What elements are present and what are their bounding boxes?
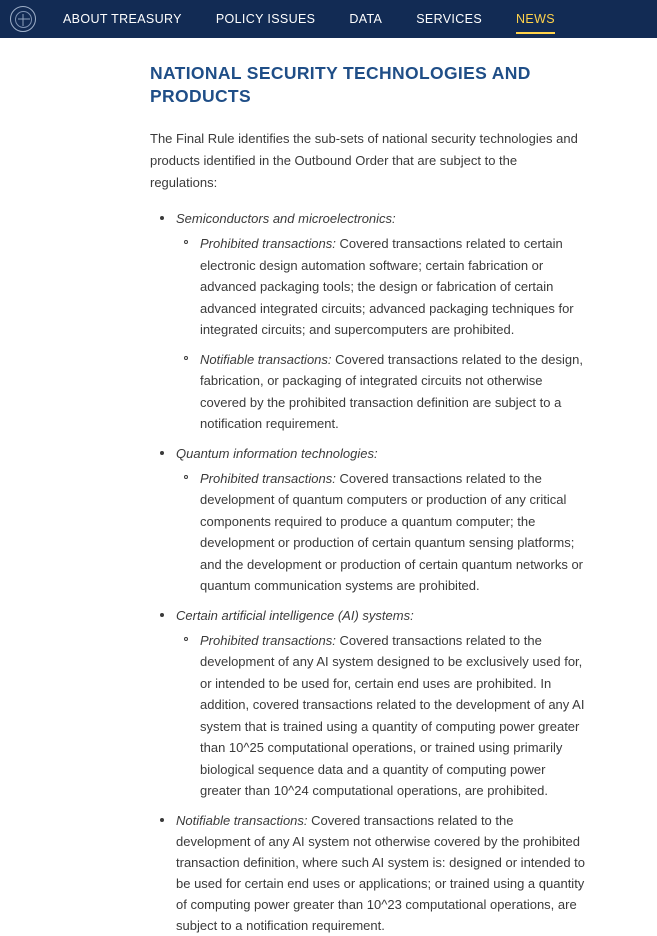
sub-item-text <box>200 352 583 432</box>
page-body <box>0 38 657 933</box>
final-item-body: Covered transactions related to the development of any AI system not otherwise covered by the prohibited transaction definition, where such AI system is: designed or intended to be used for certain end uses or applications; or trained using a quantity of computing power greater than 10^23 computational operations, are subject to a notification requirement. <box>176 812 586 933</box>
list-item <box>176 630 585 802</box>
page-title: NATIONAL SECURITY TECHNOLOGIES AND PRODUCTS <box>150 63 531 106</box>
treasury-seal-logo[interactable] <box>0 0 46 38</box>
nav-item-services[interactable]: SERVICES <box>416 12 483 26</box>
list-item <box>150 208 585 435</box>
list-item <box>150 605 585 802</box>
sub-list <box>176 468 585 597</box>
list-item <box>150 810 585 936</box>
nav-item-policy-issues[interactable]: POLICY ISSUES <box>215 12 316 26</box>
nav-item-data[interactable]: DATA <box>349 12 383 26</box>
sub-item-text <box>200 633 584 799</box>
nav-item-news[interactable]: NEWS <box>499 0 572 38</box>
list-item <box>176 468 585 597</box>
sub-item-lead: Prohibited transactions: <box>200 632 336 648</box>
sub-item-lead: Prohibited transactions: <box>200 236 336 251</box>
sub-item-body: Covered transactions related to the design, fabrication, or packaging of integrated circuits not otherwise covered by the prohibited transaction definition are subject to a notification requirement. <box>200 351 583 431</box>
list-item <box>176 233 585 341</box>
sub-item-body: Covered transactions related to the development of quantum computers or production of any critical components required to produce a quantum computer; the development or production of certain quantum sensing platforms; and the development or production of certain quantum networks or quantum communication systems are prohibited. <box>200 470 584 593</box>
section-heading: Certain artificial intelligence (AI) systems: <box>176 607 414 623</box>
sub-list <box>176 630 585 802</box>
article-content <box>150 38 585 936</box>
sub-item-body: Covered transactions related to certain electronic design automation software; certain fabrication or advanced packaging tools; the design or fabrication of certain advanced integrated circuits; advanced packaging techniques for integrated circuits; and supercomputers are prohibited. <box>200 236 574 337</box>
sections-list <box>150 208 585 936</box>
list-item <box>176 349 585 435</box>
final-item-text <box>176 810 585 936</box>
sub-list <box>176 233 585 435</box>
intro-paragraph: The Final Rule identifies the sub-sets of national security technologies and products identified in the Outbound Order that are subject to the regulations: <box>150 131 578 190</box>
final-item-lead: Notifiable transactions: <box>176 812 308 828</box>
section-heading: Semiconductors and microelectronics: <box>176 211 396 226</box>
treasury-seal-inner <box>15 11 32 28</box>
list-item <box>150 443 585 597</box>
nav-items <box>46 0 657 38</box>
nav-item-about-treasury[interactable]: ABOUT TREASURY <box>63 12 182 26</box>
treasury-seal-icon <box>10 6 36 32</box>
top-navigation-bar <box>0 0 657 38</box>
sub-item-text <box>200 471 583 594</box>
sub-item-lead: Notifiable transactions: <box>200 351 332 367</box>
sub-item-lead: Prohibited transactions: <box>200 470 336 486</box>
section-heading: Quantum information technologies: <box>176 445 378 461</box>
sub-item-body: Covered transactions related to the development of any AI system designed to be exclusively used for, or intended to be used for, certain end uses are prohibited. In addition, covered transactions related to the development of any AI system that is trained using a quantity of computing power greater than 10^25 computational operations, or trained using primarily biological sequence data and a quantity of computing power greater than 10^24 computational operations, are prohibited. <box>200 632 585 798</box>
sub-item-text <box>200 236 574 337</box>
